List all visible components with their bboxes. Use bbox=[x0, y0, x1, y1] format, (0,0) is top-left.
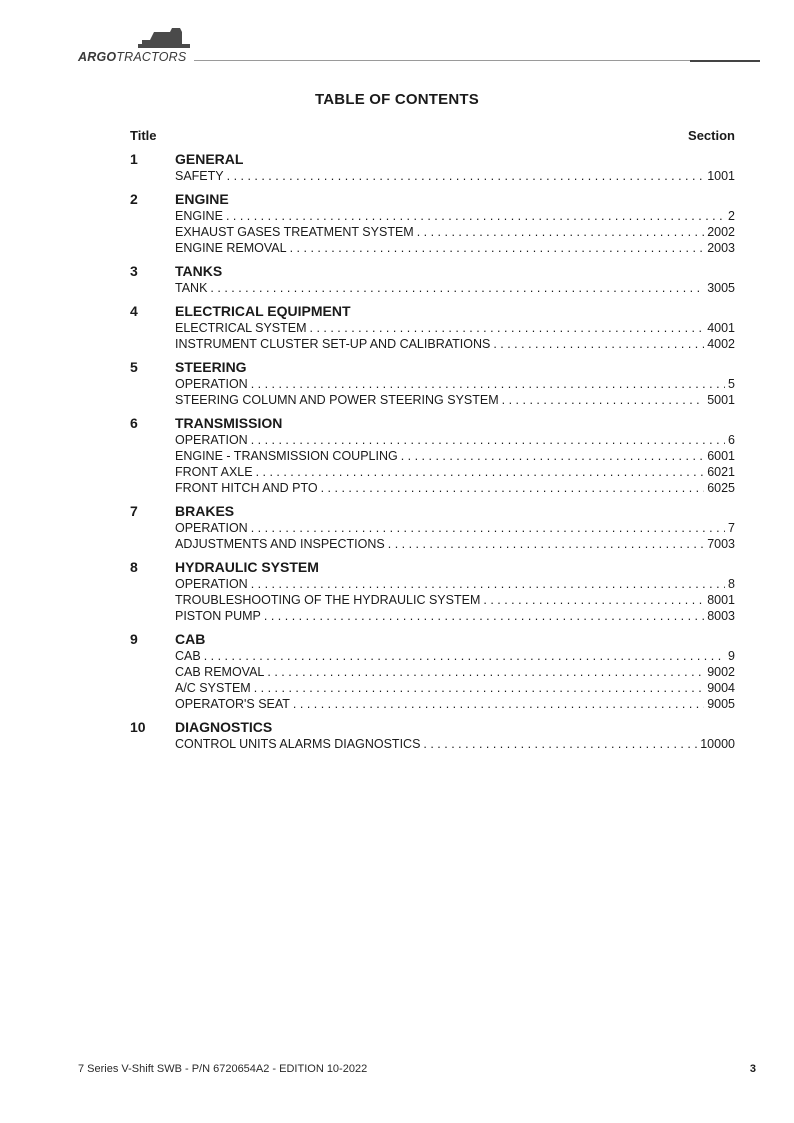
toc-dot-leader bbox=[251, 520, 725, 536]
toc-group-number: 1 bbox=[130, 151, 138, 167]
toc-entry[interactable] bbox=[175, 448, 735, 464]
toc-entry-section: 8 bbox=[728, 577, 735, 591]
toc-dot-leader bbox=[321, 480, 705, 496]
toc-dot-leader bbox=[417, 224, 704, 240]
toc-group-title[interactable]: TRANSMISSION bbox=[175, 415, 283, 431]
toc-dot-leader bbox=[502, 392, 705, 408]
toc-group-title[interactable]: STEERING bbox=[175, 359, 247, 375]
toc-entry[interactable] bbox=[175, 432, 735, 448]
toc-group-body bbox=[175, 190, 735, 256]
toc-entry-section: 6021 bbox=[707, 465, 735, 479]
toc-entry-label: CAB REMOVAL bbox=[175, 665, 265, 679]
toc-entry-section: 9004 bbox=[707, 681, 735, 695]
toc-entry-section: 7003 bbox=[707, 537, 735, 551]
toc-dot-leader bbox=[210, 280, 704, 296]
toc-group bbox=[130, 302, 735, 352]
toc-group-number: 8 bbox=[130, 559, 138, 575]
toc-entry-section: 10000 bbox=[700, 737, 735, 751]
toc-group-title[interactable]: GENERAL bbox=[175, 151, 244, 167]
toc-dot-leader bbox=[204, 648, 725, 664]
toc-entry-label: ADJUSTMENTS AND INSPECTIONS bbox=[175, 537, 385, 551]
toc-entry-label: ENGINE - TRANSMISSION COUPLING bbox=[175, 449, 398, 463]
toc-entry-section: 4002 bbox=[707, 337, 735, 351]
toc-group-body bbox=[175, 558, 735, 624]
toc-entry[interactable] bbox=[175, 736, 735, 752]
table-of-contents bbox=[130, 150, 735, 758]
toc-group-title[interactable]: BRAKES bbox=[175, 503, 235, 519]
toc-entry[interactable] bbox=[175, 608, 735, 624]
toc-dot-leader bbox=[254, 680, 704, 696]
toc-entry-label: FRONT HITCH AND PTO bbox=[175, 481, 318, 495]
toc-entry-section: 2002 bbox=[707, 225, 735, 239]
toc-entry[interactable] bbox=[175, 208, 735, 224]
toc-group-body bbox=[175, 358, 735, 408]
toc-entry[interactable] bbox=[175, 320, 735, 336]
toc-group bbox=[130, 190, 735, 256]
toc-entry-section: 9 bbox=[728, 649, 735, 663]
toc-dot-leader bbox=[423, 736, 697, 752]
toc-entry-section: 9005 bbox=[707, 697, 735, 711]
toc-group-title[interactable]: TANKS bbox=[175, 263, 223, 279]
brand-wordmark bbox=[78, 50, 186, 64]
toc-dot-leader bbox=[493, 336, 704, 352]
toc-entry-label: INSTRUMENT CLUSTER SET-UP AND CALIBRATIONS bbox=[175, 337, 491, 351]
brand-logo bbox=[78, 26, 198, 66]
brand-tractors: TRACTORS bbox=[116, 50, 187, 64]
toc-entry[interactable] bbox=[175, 648, 735, 664]
toc-entry[interactable] bbox=[175, 520, 735, 536]
toc-entry-label: ENGINE REMOVAL bbox=[175, 241, 287, 255]
toc-dot-leader bbox=[251, 576, 725, 592]
toc-dot-leader bbox=[251, 376, 725, 392]
column-header-section: Section bbox=[688, 128, 735, 143]
toc-entry-label: EXHAUST GASES TREATMENT SYSTEM bbox=[175, 225, 414, 239]
toc-group-body bbox=[175, 302, 735, 352]
toc-entry-section: 6025 bbox=[707, 481, 735, 495]
toc-entry-label: TROUBLESHOOTING OF THE HYDRAULIC SYSTEM bbox=[175, 593, 481, 607]
toc-group-title[interactable]: DIAGNOSTICS bbox=[175, 719, 273, 735]
toc-entry-section: 7 bbox=[728, 521, 735, 535]
toc-entry-label: OPERATOR'S SEAT bbox=[175, 697, 290, 711]
toc-dot-leader bbox=[256, 464, 705, 480]
toc-group-number: 4 bbox=[130, 303, 138, 319]
toc-entry[interactable] bbox=[175, 376, 735, 392]
toc-entry-section: 8003 bbox=[707, 609, 735, 623]
toc-group bbox=[130, 558, 735, 624]
toc-group bbox=[130, 502, 735, 552]
toc-group-title[interactable]: HYDRAULIC SYSTEM bbox=[175, 559, 319, 575]
toc-group-title[interactable]: CAB bbox=[175, 631, 206, 647]
tractor-icon bbox=[136, 26, 192, 50]
toc-entry-label: SAFETY bbox=[175, 169, 224, 183]
toc-entry-label: ENGINE bbox=[175, 209, 223, 223]
toc-entry-label: FRONT AXLE bbox=[175, 465, 253, 479]
toc-entry-label: OPERATION bbox=[175, 377, 248, 391]
toc-group-body bbox=[175, 262, 735, 296]
toc-dot-leader bbox=[310, 320, 705, 336]
toc-group-number: 6 bbox=[130, 415, 138, 431]
toc-entry[interactable] bbox=[175, 224, 735, 240]
toc-group-title[interactable]: ENGINE bbox=[175, 191, 229, 207]
toc-entry[interactable] bbox=[175, 536, 735, 552]
toc-group bbox=[130, 718, 735, 752]
header-divider-accent bbox=[690, 60, 760, 62]
toc-entry-section: 6 bbox=[728, 433, 735, 447]
toc-entry[interactable] bbox=[175, 664, 735, 680]
toc-dot-leader bbox=[227, 168, 705, 184]
toc-entry-label: OPERATION bbox=[175, 433, 248, 447]
toc-dot-leader bbox=[293, 696, 704, 712]
toc-entry-section: 2 bbox=[728, 209, 735, 223]
toc-group bbox=[130, 630, 735, 712]
page-title: TABLE OF CONTENTS bbox=[315, 91, 479, 108]
toc-dot-leader bbox=[251, 432, 725, 448]
toc-dot-leader bbox=[290, 240, 705, 256]
toc-dot-leader bbox=[483, 592, 704, 608]
toc-entry[interactable] bbox=[175, 392, 735, 408]
toc-entry-label: OPERATION bbox=[175, 577, 248, 591]
toc-group-body bbox=[175, 630, 735, 712]
toc-entry-section: 8001 bbox=[707, 593, 735, 607]
toc-group-body bbox=[175, 718, 735, 752]
toc-entry-section: 9002 bbox=[707, 665, 735, 679]
toc-entry-section: 5 bbox=[728, 377, 735, 391]
toc-entry[interactable] bbox=[175, 696, 735, 712]
toc-entry-section: 4001 bbox=[707, 321, 735, 335]
toc-entry[interactable] bbox=[175, 336, 735, 352]
toc-entry-label: CAB bbox=[175, 649, 201, 663]
toc-entry-section: 1001 bbox=[707, 169, 735, 183]
toc-entry-label: STEERING COLUMN AND POWER STEERING SYSTEM bbox=[175, 393, 499, 407]
toc-entry-section: 6001 bbox=[707, 449, 735, 463]
footer-document-info: 7 Series V-Shift SWB - P/N 6720654A2 - EDITION 10-2022 bbox=[78, 1063, 368, 1075]
toc-entry-label: CONTROL UNITS ALARMS DIAGNOSTICS bbox=[175, 737, 421, 751]
toc-group-number: 9 bbox=[130, 631, 138, 647]
toc-dot-leader bbox=[267, 664, 704, 680]
toc-group-body bbox=[175, 150, 735, 184]
toc-entry[interactable] bbox=[175, 480, 735, 496]
toc-entry[interactable] bbox=[175, 168, 735, 184]
page-number: 3 bbox=[749, 1063, 756, 1075]
toc-group-number: 2 bbox=[130, 191, 138, 207]
toc-entry[interactable] bbox=[175, 240, 735, 256]
toc-entry-label: TANK bbox=[175, 281, 208, 295]
toc-entry-label: ELECTRICAL SYSTEM bbox=[175, 321, 307, 335]
toc-entry[interactable] bbox=[175, 592, 735, 608]
toc-group bbox=[130, 262, 735, 296]
toc-group-body bbox=[175, 414, 735, 496]
toc-group-number: 10 bbox=[130, 719, 146, 735]
toc-dot-leader bbox=[264, 608, 704, 624]
toc-group-body bbox=[175, 502, 735, 552]
column-header-title: Title bbox=[130, 128, 157, 143]
toc-entry-section: 2003 bbox=[707, 241, 735, 255]
toc-group-number: 5 bbox=[130, 359, 138, 375]
toc-entry[interactable] bbox=[175, 680, 735, 696]
toc-entry-label: OPERATION bbox=[175, 521, 248, 535]
brand-argo: ARGO bbox=[78, 50, 117, 64]
toc-dot-leader bbox=[388, 536, 704, 552]
toc-entry[interactable] bbox=[175, 576, 735, 592]
toc-dot-leader bbox=[401, 448, 704, 464]
toc-group bbox=[130, 150, 735, 184]
toc-entry[interactable] bbox=[175, 464, 735, 480]
toc-group bbox=[130, 358, 735, 408]
toc-entry-section: 5001 bbox=[707, 393, 735, 407]
toc-group-number: 7 bbox=[130, 503, 138, 519]
toc-entry-label: PISTON PUMP bbox=[175, 609, 261, 623]
toc-entry-section: 3005 bbox=[707, 281, 735, 295]
toc-group-title[interactable]: ELECTRICAL EQUIPMENT bbox=[175, 303, 351, 319]
toc-group-number: 3 bbox=[130, 263, 138, 279]
header-divider bbox=[194, 60, 760, 61]
toc-entry[interactable] bbox=[175, 280, 735, 296]
toc-entry-label: A/C SYSTEM bbox=[175, 681, 251, 695]
toc-group bbox=[130, 414, 735, 496]
toc-dot-leader bbox=[226, 208, 725, 224]
